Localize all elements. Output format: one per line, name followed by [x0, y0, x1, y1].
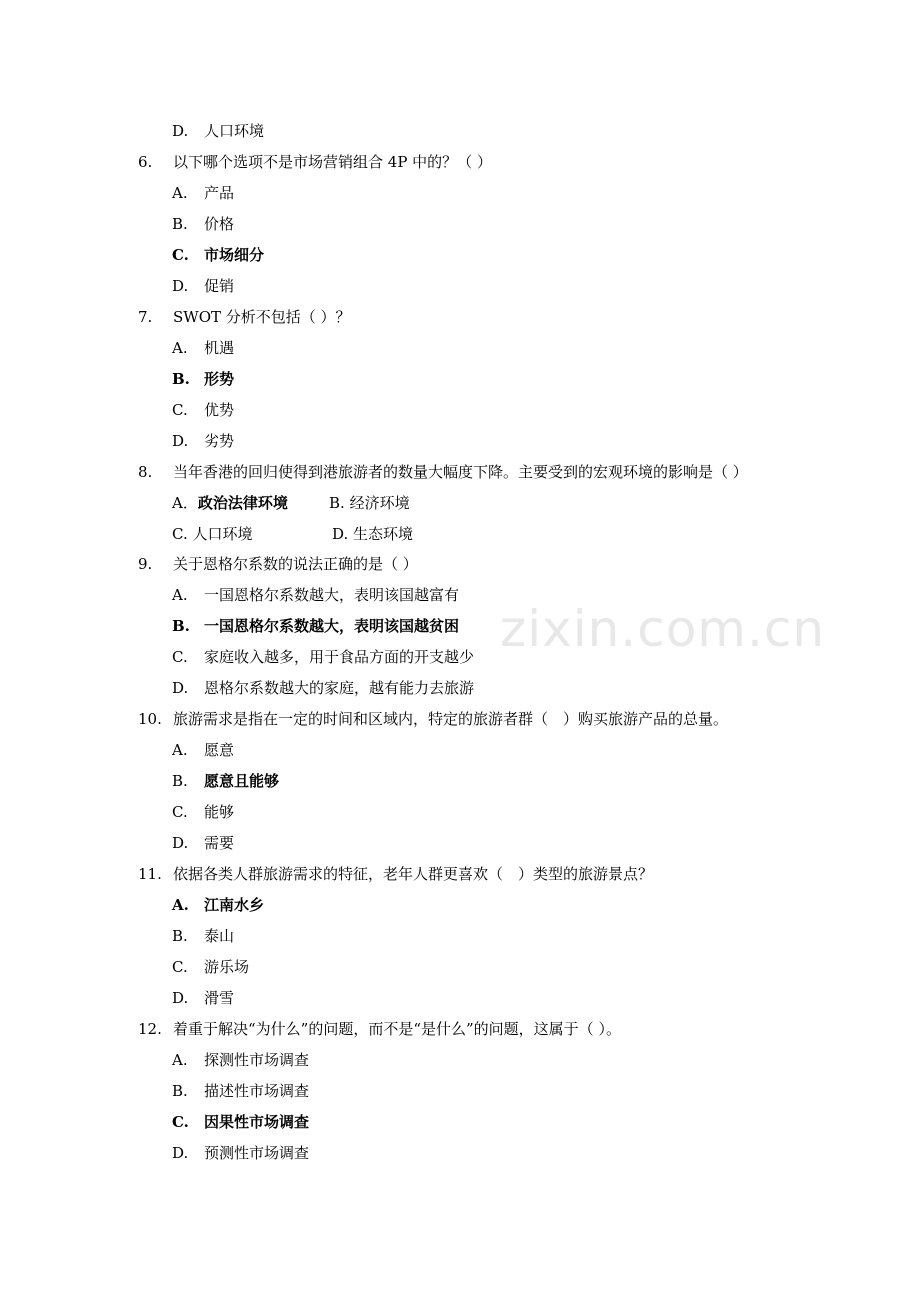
- option-d: [172, 275, 234, 297]
- option-row-ab: [172, 492, 410, 514]
- option-c: [172, 646, 474, 668]
- option-text: 探测性市场调查: [204, 1051, 310, 1069]
- option-c: [172, 399, 234, 421]
- question-9: [138, 553, 418, 575]
- option-letter: A．: [172, 494, 198, 512]
- option-d: [172, 430, 234, 452]
- option-letter: C.: [172, 648, 188, 666]
- question-10: [138, 708, 728, 730]
- question-7: [138, 306, 351, 328]
- option-letter: B.: [172, 370, 190, 388]
- option-letter: D.: [172, 989, 189, 1007]
- option-text: 家庭收入越多，用于食品方面的开支越少: [204, 648, 475, 666]
- option-d: [172, 987, 234, 1009]
- question-text: 当年香港的回归使得到港旅游者的数量大幅度下降。主要受到的宏观环境的影响是（ ）: [173, 463, 748, 481]
- option-c: [172, 801, 234, 823]
- question-number: 10.: [138, 710, 162, 728]
- option-text: 滑雪: [204, 989, 235, 1007]
- option-text: 机遇: [204, 339, 235, 357]
- option-letter: A.: [172, 586, 188, 604]
- option-b: [172, 1080, 309, 1102]
- option-b-answer: [172, 368, 234, 390]
- question-text: 旅游需求是指在一定的时间和区域内，特定的旅游者群（ ）购买旅游产品的总量。: [173, 710, 729, 728]
- option-text: 人口环境: [192, 525, 253, 543]
- option-letter: C.: [172, 246, 189, 264]
- question-text: 关于恩格尔系数的说法正确的是（ ）: [173, 555, 418, 573]
- option-letter: A.: [172, 339, 188, 357]
- option-letter: B.: [172, 1082, 188, 1100]
- option-letter: D.: [172, 1144, 189, 1162]
- option-c-answer: [172, 1111, 309, 1133]
- question-text: SWOT 分析不包括（ ）？: [173, 308, 351, 326]
- option-letter: D.: [172, 432, 189, 450]
- option-d: [332, 523, 413, 545]
- option-text: 优势: [204, 401, 235, 419]
- option-letter: D.: [172, 277, 189, 295]
- option-text: 恩格尔系数越大的家庭，越有能力去旅游: [204, 679, 475, 697]
- question-number: 8.: [138, 463, 153, 481]
- option-d: [172, 677, 474, 699]
- option-text: 市场细分: [204, 246, 265, 264]
- option-letter: C.: [172, 1113, 189, 1131]
- option-letter: C.: [172, 958, 188, 976]
- option-row-cd: [172, 523, 414, 545]
- option-c-answer: [172, 244, 264, 266]
- option-text: 促销: [204, 277, 235, 295]
- question-number: 12.: [138, 1020, 162, 1038]
- option-letter: C.: [172, 525, 188, 543]
- watermark: zixin.com.cn: [500, 600, 826, 658]
- option-text: 江南水乡: [204, 896, 265, 914]
- option-a: [172, 584, 459, 606]
- option-text: 能够: [204, 803, 235, 821]
- option-text: 描述性市场调查: [204, 1082, 310, 1100]
- option-letter: A.: [172, 896, 189, 914]
- option-letter: C.: [172, 401, 188, 419]
- question-8: [138, 461, 748, 483]
- option-text: 因果性市场调查: [204, 1113, 310, 1131]
- option-text: 预测性市场调查: [204, 1144, 310, 1162]
- option-letter: D.: [172, 122, 189, 140]
- option-text: 一国恩格尔系数越大，表明该国越富有: [204, 586, 460, 604]
- option-text: 人口环境: [204, 122, 265, 140]
- option-text: 需要: [204, 834, 235, 852]
- option-letter: B.: [172, 617, 190, 635]
- question-text: 依据各类人群旅游需求的特征，老年人群更喜欢（ ）类型的旅游景点？: [173, 865, 654, 883]
- option-letter: A.: [172, 184, 188, 202]
- question-text: 以下哪个选项不是市场营销组合 4P 中的？（ ）: [173, 153, 492, 171]
- option-letter: A.: [172, 1051, 188, 1069]
- option-text: 劣势: [204, 432, 235, 450]
- question-12: [138, 1018, 621, 1040]
- option-text: 生态环境: [353, 525, 414, 543]
- option-text: 游乐场: [204, 958, 250, 976]
- option-a: [172, 1049, 309, 1071]
- option-b-answer: [172, 770, 279, 792]
- option-text: 一国恩格尔系数越大，表明该国越贫困: [204, 617, 460, 635]
- question-number: 6.: [138, 153, 153, 171]
- question-text: 着重于解决“为什么”的问题，而不是“是什么”的问题，这属于（ ）。: [173, 1020, 621, 1038]
- question-11: [138, 863, 653, 885]
- option-d: [172, 832, 234, 854]
- option-b: [172, 925, 234, 947]
- option-b: [172, 213, 234, 235]
- question-number: 7.: [138, 308, 153, 326]
- option-a-answer: [172, 894, 264, 916]
- option-text: 愿意: [204, 741, 235, 759]
- option-c: [172, 956, 249, 978]
- option-letter: A.: [172, 741, 188, 759]
- option-text: 产品: [204, 184, 235, 202]
- option-letter: B.: [172, 215, 188, 233]
- option-letter: C.: [172, 803, 188, 821]
- option-letter: B.: [172, 927, 188, 945]
- option-d-q5: [172, 120, 264, 142]
- option-letter: B.: [172, 772, 188, 790]
- question-number: 11.: [138, 865, 162, 883]
- option-letter: D.: [172, 834, 189, 852]
- option-letter: D.: [332, 525, 349, 543]
- option-a: [172, 337, 234, 359]
- option-b: [329, 492, 410, 514]
- option-letter: D.: [172, 679, 189, 697]
- option-text: 价格: [204, 215, 235, 233]
- option-text: 经济环境: [349, 494, 410, 512]
- question-number: 9.: [138, 555, 153, 573]
- option-text: 愿意且能够: [204, 772, 280, 790]
- option-d: [172, 1142, 309, 1164]
- option-text: 泰山: [204, 927, 235, 945]
- option-a: [172, 182, 234, 204]
- option-a: [172, 739, 234, 761]
- question-6: [138, 151, 492, 173]
- option-b-answer: [172, 615, 459, 637]
- option-letter: B.: [329, 494, 345, 512]
- option-text-answer: 政治法律环境: [197, 494, 288, 512]
- option-text: 形势: [204, 370, 235, 388]
